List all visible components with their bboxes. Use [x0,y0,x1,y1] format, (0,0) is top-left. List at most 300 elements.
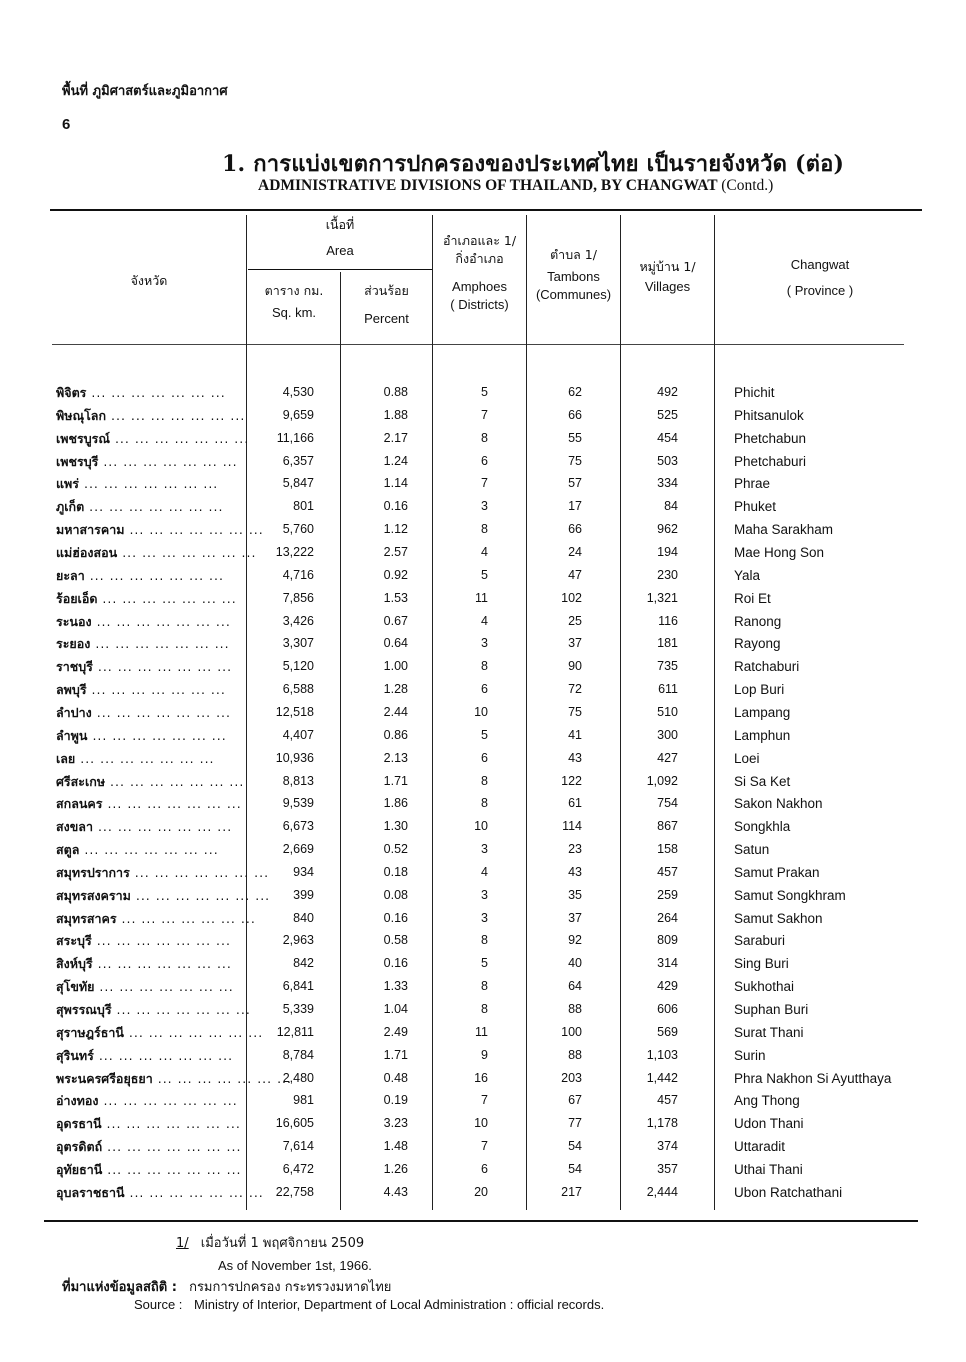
province-thai-cell [56,1158,242,1181]
province-thai-name: ลำปาง [56,704,92,720]
header-area-english: Area [326,243,354,258]
area-sqkm-cell: 2,480 [282,1070,314,1085]
area-sqkm-cell: 842 [293,956,314,971]
area-sqkm-cell: 9,539 [282,796,314,811]
area-sqkm-cell: 4,407 [282,727,314,742]
tambons-cell: 35 [568,887,582,902]
area-sqkm-cell: 3,426 [282,613,314,628]
province-thai-name: อ่างทอง [56,1093,99,1109]
table-row [0,427,966,450]
amphoes-cell: 3 [481,499,488,514]
leader-dots: ... ... ... ... ... ... ... [129,864,270,880]
amphoes-cell: 6 [481,750,488,765]
source-english-text: Ministry of Interior, Department of Local Administration : official records. [194,1297,605,1312]
tambons-cell: 57 [568,476,582,491]
table-row [0,450,966,473]
leader-dots: ... ... ... ... ... ... ... [75,750,215,766]
table-row [0,381,966,404]
province-english-cell: Roi Et [734,590,771,606]
area-percent-cell: 0.16 [383,499,408,514]
province-english-cell: Ratchaburi [734,659,800,675]
province-thai-cell [56,1112,241,1135]
table-row [0,541,966,564]
leader-dots: ... ... ... ... ... ... ... [130,887,271,903]
amphoes-cell: 10 [474,704,488,719]
area-percent-cell: 0.18 [383,864,408,879]
tambons-cell: 41 [568,727,582,742]
tambons-cell: 40 [568,956,582,971]
area-sqkm-cell: 4,530 [282,385,314,399]
header-sqkm-thai: ตาราง กม. [264,283,324,298]
leader-dots: ... ... ... ... ... ... ... [123,1024,264,1040]
province-thai-cell [56,747,236,770]
leader-dots: ... ... ... ... ... ... ... [92,819,233,835]
source-thai [62,1276,391,1297]
table-title-english [258,177,773,195]
table-row [0,564,966,587]
amphoes-cell: 6 [481,1161,488,1176]
table-row [0,655,966,678]
title-contd: (Contd.) [721,177,774,194]
table-row [0,907,966,930]
header-percent [341,282,432,328]
province-english-cell: Si Sa Ket [734,773,791,789]
amphoes-cell: 3 [481,842,488,856]
leader-dots: ... ... ... ... ... ... ... [106,407,246,423]
tambons-cell: 37 [568,910,582,925]
province-thai-name: ยะลา [56,567,85,583]
area-sqkm-cell: 5,339 [282,1002,314,1016]
area-sqkm-cell: 3,307 [282,636,314,651]
header-changwat-english: Changwat [790,257,850,272]
villages-cell: 194 [657,545,678,559]
tambons-cell: 24 [568,545,582,559]
tambons-cell: 203 [561,1070,582,1085]
amphoes-cell: 6 [481,682,488,696]
province-thai-name: อุดรธานี [56,1116,102,1132]
province-thai-name: สงขลา [56,819,93,835]
tambons-cell: 92 [568,933,582,948]
province-english-cell: Ranong [734,613,782,629]
title-english-text: ADMINISTRATIVE DIVISIONS OF THAILAND, BY CHANGWAT [258,177,718,194]
province-english-cell: Surat Thani [734,1024,804,1040]
area-percent-cell: 1.53 [383,590,408,605]
province-thai-cell [56,404,246,427]
villages-cell: 1,092 [646,773,678,788]
amphoes-cell: 7 [481,476,488,491]
villages-cell: 427 [657,750,678,765]
header-villages-thai: หมู่บ้าน 1/ [639,259,696,274]
amphoes-cell: 8 [481,979,488,994]
province-english-cell: Phitsanulok [734,407,804,423]
area-percent-cell: 0.92 [383,567,408,582]
amphoes-cell: 10 [474,819,488,834]
province-thai-name: ร้อยเอ็ด [56,590,98,606]
tambons-cell: 75 [568,704,582,719]
table-row [0,701,966,724]
area-percent-cell: 1.71 [383,773,408,788]
leader-dots: ... ... ... ... ... ... ... [111,1002,251,1017]
province-thai-cell [56,952,236,975]
area-percent-cell: 1.48 [383,1139,408,1154]
area-percent-cell: 1.88 [383,407,408,422]
header-amphoes [433,232,526,314]
villages-cell: 454 [657,430,678,445]
amphoes-cell: 3 [481,636,488,651]
header-changwat-english-2: ( Province ) [786,283,854,298]
table-row [0,1067,966,1090]
province-thai-cell [56,975,236,998]
tambons-cell: 88 [568,1047,582,1062]
leader-dots: ... ... ... ... ... ... ... [91,933,231,949]
amphoes-cell: 8 [481,522,488,537]
villages-cell: 611 [658,682,678,696]
province-thai-cell [56,861,270,884]
table-row [0,815,966,838]
source-thai-text: กรมการปกครอง กระทรวงมหาดไทย [189,1280,392,1295]
province-thai-cell [56,1135,242,1158]
area-percent-cell: 2.13 [383,750,408,765]
table-row [0,929,966,952]
villages-cell: 867 [657,819,678,834]
section-header: พื้นที่ ภูมิศาสตร์และภูมิอากาศ [62,84,228,99]
leader-dots: ... ... ... ... ... ... ... [92,659,233,675]
area-percent-cell: 1.24 [383,453,408,468]
tambons-cell: 72 [568,682,582,696]
tambons-cell: 62 [568,385,582,399]
header-amphoes-thai-2: กิ่งอำเภอ [455,251,504,266]
province-english-cell: Loei [734,750,760,766]
province-thai-cell [56,929,236,952]
tambons-cell: 23 [568,842,582,856]
province-english-cell: Uttaradit [734,1139,786,1155]
header-percent-english: Percent [364,311,409,326]
villages-cell: 1,321 [646,590,678,605]
header-area [248,216,432,260]
area-sqkm-cell: 12,518 [275,704,314,719]
villages-cell: 1,442 [646,1070,678,1085]
province-thai-cell [56,587,236,610]
area-sqkm-cell: 2,669 [282,842,314,856]
header-bottom-rule [52,344,904,345]
leader-dots: ... ... ... ... ... ... ... [124,1184,264,1200]
villages-cell: 2,444 [646,1184,678,1199]
amphoes-cell: 7 [481,407,488,422]
province-english-cell: Samut Prakan [734,864,820,880]
header-tambons [527,246,620,304]
province-thai-cell [56,770,245,793]
area-percent-cell: 0.88 [383,385,408,399]
province-thai-cell [56,815,236,838]
table-row [0,1135,966,1158]
area-sqkm-cell: 6,673 [282,819,314,834]
tambons-cell: 90 [568,659,582,674]
villages-cell: 457 [657,864,678,879]
area-percent-cell: 1.12 [383,522,408,537]
area-sqkm-cell: 2,963 [282,933,314,948]
area-sqkm-cell: 8,813 [282,773,314,788]
villages-cell: 1,178 [646,1116,678,1131]
villages-cell: 606 [657,1002,678,1016]
province-thai-cell [56,564,236,587]
province-thai-name: พิจิตร [56,385,87,400]
area-percent-cell: 2.57 [383,545,408,559]
tambons-cell: 47 [568,567,582,582]
table-row [0,587,966,610]
area-sqkm-cell: 6,841 [282,979,314,994]
province-thai-name: ภูเก็ต [56,499,85,515]
leader-dots: ... ... ... ... ... ... ... [84,499,224,515]
area-sqkm-cell: 7,614 [282,1139,314,1154]
leader-dots: ... ... ... ... ... ... ... [93,1047,234,1063]
footnote-mark: 1/ [176,1236,189,1251]
villages-cell: 962 [657,522,678,537]
province-thai-cell [56,792,242,815]
table-row [0,792,966,815]
page-number: 6 [62,116,71,133]
province-thai-name: สมุทรสาคร [56,910,117,926]
province-thai-cell [56,884,271,907]
tambons-cell: 114 [562,819,582,834]
leader-dots: ... ... ... ... ... ... ... [116,910,256,926]
province-english-cell: Rayong [734,636,781,652]
villages-cell: 809 [657,933,678,948]
province-english-cell: Ubon Ratchathani [734,1184,843,1200]
province-thai-cell [56,632,236,655]
province-english-cell: Phetchabun [734,430,807,446]
province-thai-name: เพชรบูรณ์ [56,430,110,446]
villages-cell: 300 [657,727,678,742]
tambons-cell: 100 [561,1024,582,1039]
table-row [0,884,966,907]
province-thai-cell [56,1021,264,1044]
province-english-cell: Saraburi [734,933,786,949]
villages-cell: 754 [657,796,678,811]
province-english-cell: Sukhothai [734,979,795,995]
amphoes-cell: 4 [481,864,488,879]
table-row [0,747,966,770]
amphoes-cell: 10 [474,1116,488,1131]
area-percent-cell: 2.17 [383,430,408,445]
area-percent-cell: 1.30 [383,819,408,834]
leader-dots: ... ... ... ... ... ... ... [92,956,232,972]
amphoes-cell: 16 [474,1070,488,1085]
area-sqkm-cell: 399 [293,887,314,902]
province-thai-name: แพร่ [56,476,80,492]
leader-dots: ... ... ... ... ... ... ... [102,796,242,812]
table-row [0,998,966,1021]
province-english-cell: Satun [734,842,770,857]
province-english-cell: Sakon Nakhon [734,796,823,812]
amphoes-cell: 8 [481,1002,488,1016]
province-thai-name: ลพบุรี [56,682,87,697]
tambons-cell: 54 [568,1139,582,1154]
area-percent-cell: 1.00 [383,659,408,674]
amphoes-cell: 6 [481,453,488,468]
province-english-cell: Phrae [734,476,771,492]
table-row [0,404,966,427]
area-percent-cell: 0.58 [383,933,408,948]
province-thai-cell [56,701,236,724]
area-percent-cell: 0.67 [383,613,408,628]
header-province-thai: จังหวัด [130,273,168,288]
table-row [0,518,966,541]
leader-dots: ... ... ... ... ... ... ... [102,1161,242,1177]
villages-cell: 492 [657,385,678,399]
area-sqkm-cell: 5,847 [282,476,314,491]
area-percent-cell: 0.52 [383,842,408,856]
area-sqkm-cell: 22,758 [275,1184,314,1199]
area-sqkm-cell: 6,588 [282,682,314,696]
leader-dots: ... ... ... ... ... ... ... [84,567,224,583]
area-percent-cell: 2.44 [383,704,408,719]
table-row [0,1181,966,1204]
tambons-cell: 77 [568,1116,582,1131]
table-row [0,838,966,861]
area-sqkm-cell: 801 [293,499,314,514]
area-sqkm-cell: 6,472 [282,1161,314,1176]
villages-cell: 510 [657,704,678,719]
footnote-english: As of November 1st, 1966. [218,1258,372,1273]
tambons-cell: 67 [568,1093,582,1108]
villages-cell: 334 [657,476,678,491]
province-thai-cell [56,1044,236,1067]
leader-dots: ... ... ... ... ... ... ... [124,522,264,538]
header-tambons-english-2: (Communes) [535,287,612,302]
area-percent-cell: 1.14 [383,476,408,491]
leader-dots: ... ... ... ... ... ... ... [105,773,245,789]
amphoes-cell: 9 [481,1047,488,1062]
province-thai-cell [56,450,236,473]
villages-cell: 84 [664,499,678,514]
amphoes-cell: 7 [481,1139,488,1154]
leader-dots: ... ... ... ... ... ... ... [101,1116,241,1132]
province-thai-cell [56,381,236,404]
leader-dots: ... ... ... ... ... ... ... [94,979,234,995]
province-thai-name: อุบลราชธานี [56,1184,125,1200]
footnote-thai-text: เมื่อวันที่ 1 พฤศจิกายน 2509 [200,1236,365,1251]
province-thai-cell [56,518,264,541]
province-english-cell: Lamphun [734,727,791,743]
amphoes-cell: 5 [481,956,488,971]
area-percent-cell: 0.19 [383,1093,408,1108]
table-row [0,724,966,747]
province-english-cell: Ang Thong [734,1093,800,1109]
villages-cell: 357 [657,1161,678,1176]
leader-dots: ... ... ... ... ... ... ... [79,476,219,492]
area-percent-cell: 0.08 [383,887,408,902]
amphoes-cell: 3 [481,910,488,925]
leader-dots: ... ... ... ... ... ... ... [86,682,226,697]
header-percent-thai: ส่วนร้อย [364,283,409,298]
province-english-cell: Lop Buri [734,682,785,697]
province-thai-cell [56,907,256,930]
header-sqkm-english: Sq. km. [271,305,317,320]
tambons-cell: 66 [568,522,582,537]
province-thai-name: ลำพูน [56,727,88,743]
province-english-cell: Sing Buri [734,956,789,972]
province-thai-name: พิษณุโลก [56,407,107,423]
villages-cell: 525 [657,407,678,422]
province-english-cell: Phetchaburi [734,453,807,469]
header-tambons-english: Tambons [547,269,600,284]
province-english-cell: Samut Sakhon [734,910,823,926]
leader-dots: ... ... ... ... ... ... ... [79,842,219,857]
area-percent-cell: 1.26 [383,1161,408,1176]
area-percent-cell: 1.28 [383,682,408,696]
leader-dots: ... ... ... ... ... ... ... [117,545,257,560]
leader-dots: ... ... ... ... ... ... ... [87,727,227,743]
province-thai-name: เพชรบุรี [56,453,99,469]
province-english-cell: Samut Songkhram [734,887,846,903]
area-sqkm-cell: 11,166 [276,430,314,445]
villages-cell: 264 [657,910,678,925]
tambons-cell: 54 [568,1161,582,1176]
tambons-cell: 17 [568,499,582,514]
leader-dots: ... ... ... ... ... ... ... [102,1139,242,1155]
leader-dots: ... ... ... ... ... ... ... [90,636,230,652]
province-thai-name: แม่ฮ่องสอน [56,545,118,560]
area-sqkm-cell: 981 [293,1093,314,1108]
tambons-cell: 75 [568,453,582,468]
area-percent-cell: 3.23 [383,1116,408,1131]
amphoes-cell: 11 [475,1024,488,1039]
province-thai-cell [56,1067,293,1090]
province-thai-name: มหาสารคาม [56,522,125,538]
province-english-cell: Lampang [734,704,791,720]
province-thai-cell [56,838,236,861]
amphoes-cell: 8 [481,933,488,948]
area-sqkm-cell: 5,760 [282,522,314,537]
area-sqkm-cell: 7,856 [282,590,314,605]
table-row [0,678,966,701]
villages-cell: 1,103 [646,1047,678,1062]
area-percent-cell: 0.86 [383,727,408,742]
area-percent-cell: 1.33 [383,979,408,994]
amphoes-cell: 5 [481,567,488,582]
tambons-cell: 66 [568,407,582,422]
table-row [0,610,966,633]
province-english-cell: Phichit [734,385,775,400]
area-percent-cell: 0.16 [383,910,408,925]
villages-cell: 116 [658,613,678,628]
province-english-cell: Uthai Thani [734,1161,803,1177]
province-thai-name: ศรีสะเกษ [56,773,106,789]
leader-dots: ... ... ... ... ... ... ... [109,430,250,446]
area-sqkm-cell: 12,811 [276,1024,314,1039]
table-row [0,1112,966,1135]
leader-dots: ... ... ... ... ... ... ... [98,453,238,469]
province-thai-name: เลย [56,750,76,766]
amphoes-cell: 5 [481,385,488,399]
province-thai-cell [56,724,236,747]
table-row [0,952,966,975]
amphoes-cell: 4 [481,545,488,559]
province-english-cell: Udon Thani [734,1116,804,1132]
province-english-cell: Maha Sarakham [734,522,834,538]
province-thai-name: สุราษฎร์ธานี [56,1024,124,1040]
amphoes-cell: 20 [474,1184,488,1199]
header-tambons-thai: ตำบล 1/ [550,247,597,262]
leader-dots: ... ... ... ... ... ... ... [91,613,231,629]
villages-cell: 374 [657,1139,678,1154]
header-amphoes-thai: อำเภอและ 1/ [442,233,517,248]
tambons-cell: 217 [561,1184,582,1199]
province-thai-name: สิงห์บุรี [56,956,93,972]
table-title-thai: 1. การแบ่งเขตการปกครองของประเทศไทย เป็นรายจังหวัด (ต่อ) [222,151,845,177]
tambons-cell: 43 [568,864,582,879]
tambons-cell: 64 [568,979,582,994]
